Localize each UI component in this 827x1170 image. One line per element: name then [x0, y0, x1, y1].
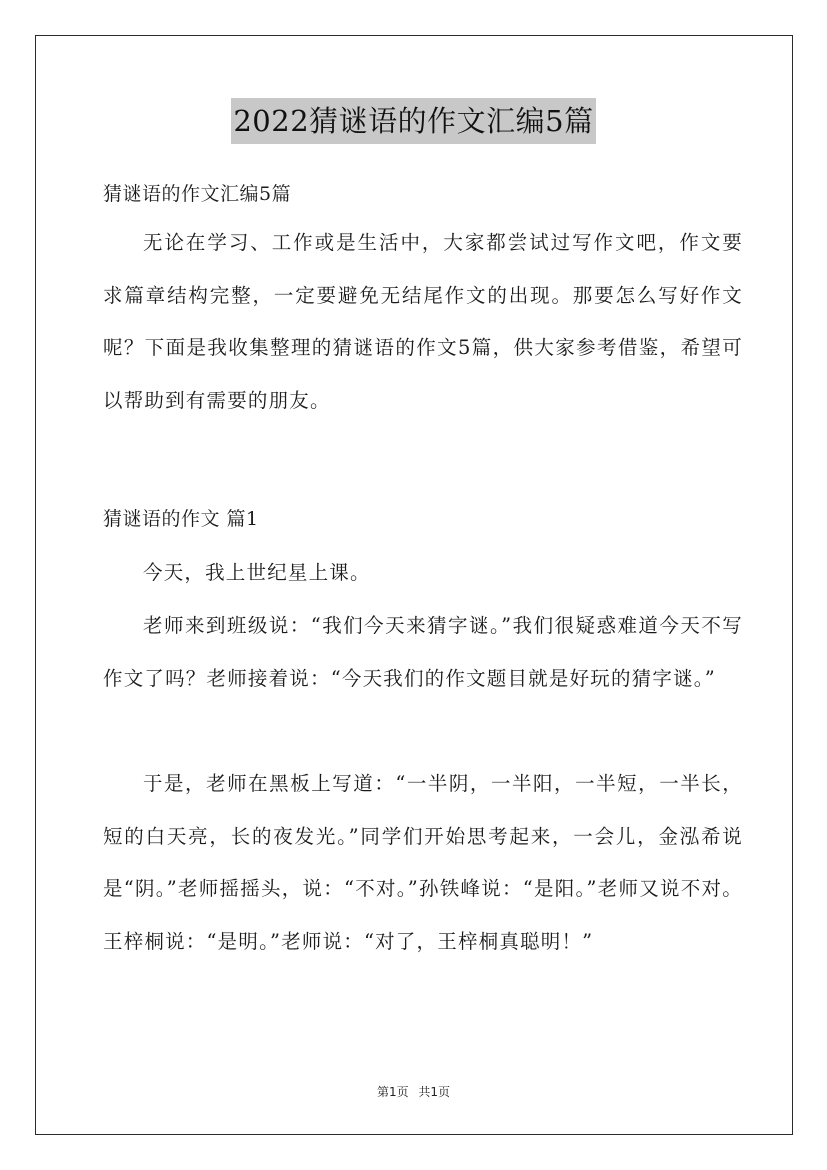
document-title: 2022猜谜语的作文汇编5篇	[231, 98, 595, 144]
title-container	[0, 98, 827, 144]
document-subtitle: 猜谜语的作文汇编5篇	[103, 183, 292, 205]
page-footer	[0, 1083, 827, 1100]
body-paragraph-1: 今天，我上世纪星上课。	[143, 561, 371, 584]
intro-paragraph: 无论在学习、工作或是生活中，大家都尝试过写作文吧，作文要求篇章结构完整，一定要避免无结尾作文的出现。那要怎么写好作文呢？下面是我收集整理的猜谜语的作文5篇，供大家参考借鉴，希望可以帮助到有需要的朋友。	[103, 231, 743, 412]
page-number: 第1页	[376, 1085, 409, 1099]
body-paragraph-2: 老师来到班级说：“我们今天来猜字谜。”我们很疑惑难道今天不写作文了吗？老师接着说：“今天我们的作文题目就是好玩的猜字谜。”	[103, 614, 743, 690]
page-total: 共1页	[418, 1085, 451, 1099]
body-paragraph-3: 于是，老师在黑板上写道：“一半阴，一半阳，一半短，一半长，短的白天亮，长的夜发光。”同学们开始思考起来，一会儿，金泓希说是“阴。”老师摇摇头，说：“不对。”孙铁峰说：“是阳。”老师又说不对。王梓桐说：“是明。”老师说：“对了，王梓桐真聪明！”	[103, 772, 743, 953]
section-heading: 猜谜语的作文 篇1	[103, 508, 259, 530]
